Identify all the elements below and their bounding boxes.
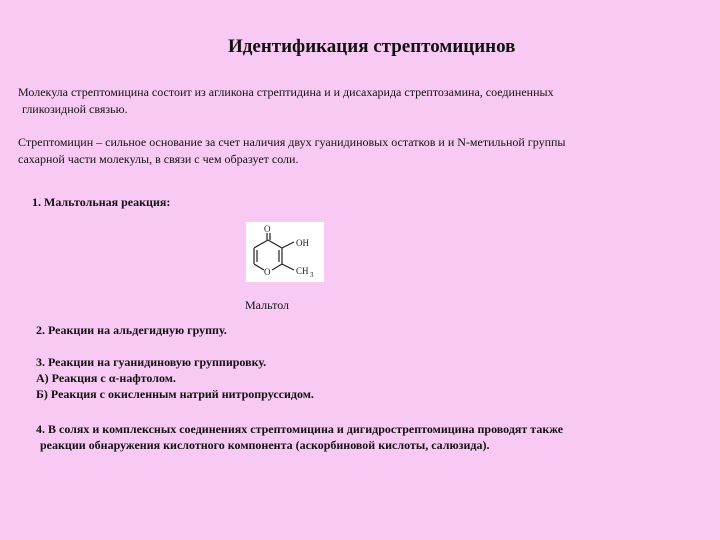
structure-caption: Мальтол bbox=[245, 298, 290, 312]
paragraph-line: Молекула стрептомицина состоит из агликона стрептидина и и дисахарида стрептозамина, соединенных bbox=[18, 85, 554, 99]
page-title: Идентификация стрептомицинов bbox=[228, 36, 516, 57]
maltol-structure-image bbox=[246, 222, 324, 282]
section-aldehyde: 2. Реакции на альдегидную группу. bbox=[36, 323, 227, 337]
methyl-label: CH bbox=[296, 266, 309, 276]
ring-oxygen-label: O bbox=[264, 267, 271, 277]
hydroxyl-label: OH bbox=[296, 238, 309, 248]
methyl-subscript: 3 bbox=[310, 271, 314, 279]
paragraph-line: Стрептомицин – сильное основание за счет наличия двух гуанидиновых остатков и и N-метильной группы bbox=[18, 135, 566, 149]
section-guanidine bbox=[36, 354, 314, 402]
section-salts bbox=[36, 421, 563, 453]
section-line: 3. Реакции на гуанидиновую группировку. bbox=[36, 355, 267, 369]
paragraph-line: сахарной части молекулы, в связи с чем образует соли. bbox=[18, 152, 299, 166]
paragraph-composition bbox=[18, 84, 554, 118]
section-line: А) Реакция с α-нафтолом. bbox=[36, 371, 176, 385]
section-line: Б) Реакция с окисленным натрий нитропруссидом. bbox=[36, 387, 314, 401]
section-line: реакции обнаружения кислотного компонента (аскорбиновой кислоты, салюзида). bbox=[40, 438, 490, 452]
section-line: 4. В солях и комплексных соединениях стрептомицина и дигидрострептомицина проводят также bbox=[36, 422, 564, 436]
section-maltol-heading: 1. Мальтольная реакция: bbox=[32, 195, 171, 209]
ketone-oxygen-label: O bbox=[264, 224, 271, 234]
maltol-structure-diagram bbox=[246, 222, 324, 282]
paragraph-basicity bbox=[18, 134, 565, 168]
paragraph-line: гликозидной связью. bbox=[22, 102, 128, 116]
